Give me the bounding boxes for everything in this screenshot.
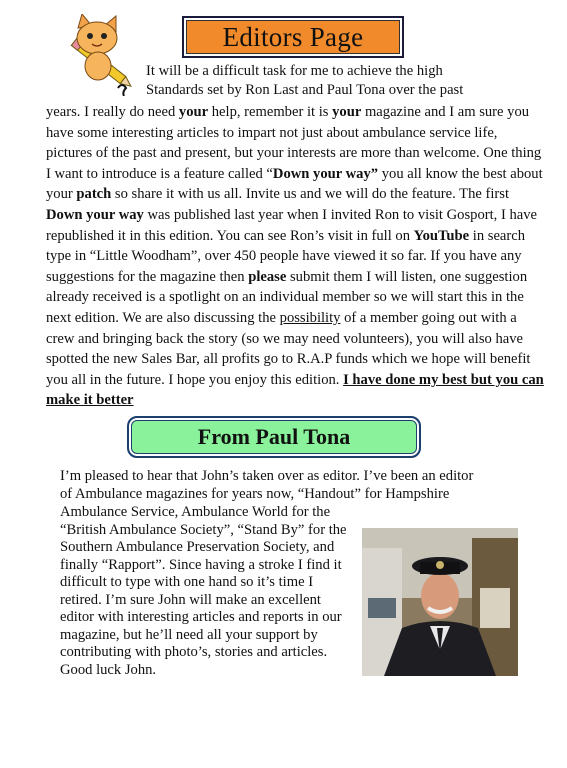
article-text: in search type in “Little Woodham”, over 450 people have viewed it so far. If you have any suggestions for the magazine then	[46, 227, 526, 285]
article-bold-text: please	[248, 268, 287, 285]
article-text: help, remember it is	[208, 104, 333, 120]
closing-statement: I have done my best but you can make it better	[46, 371, 544, 409]
paul-line-2: of Ambulance magazines for years now, “Handout” for Hampshire	[60, 485, 450, 502]
article-text: you all know the best about your	[46, 165, 543, 203]
section-title-box	[127, 416, 421, 458]
intro-text	[146, 62, 536, 100]
intro-line-1: It will be a difficult task for me to achieve the high	[146, 63, 443, 79]
cat-with-pencil-icon	[60, 14, 140, 96]
article-bold-text: your	[178, 104, 209, 120]
paul-intro-lines	[60, 468, 530, 503]
article-bold-text: YouTube	[413, 227, 470, 244]
article-bold-text: Down your way”	[272, 165, 379, 182]
portrait-photo	[362, 528, 518, 676]
editor-article-body	[46, 102, 546, 411]
paul-line-1: I’m pleased to hear that John’s taken over as editor. I’ve been an editor	[60, 468, 474, 484]
article-text: of a member going out with a crew and bringing back the story (so we may need volunteers), you will also have spotted the new Sales Bar, all profits go to R.A.P funds which we hope will benefit you all in the future. I hope you enjoy this edition.	[46, 309, 531, 388]
article-text: years. I really do need	[46, 104, 179, 120]
article-text: submit them I will listen, one suggestion already received is a spotlight on an individual member so we will start this in the next edition. We are also discussing the	[46, 268, 528, 326]
article-text: was published last year when I invited Ron to visit Gosport, I have republished it in this edition. You can see Ron’s visit in full on	[46, 206, 538, 244]
article-text: so share it with us all. Invite us and we will do the feature. The first	[111, 186, 510, 203]
intro-line-2: Standards set by Ron Last and Paul Tona over the past	[146, 82, 464, 98]
article-bold-text: patch	[76, 186, 112, 203]
article-bold-text: Down your way	[46, 206, 144, 223]
section-title: From Paul Tona	[197, 424, 351, 449]
page-title-box	[182, 16, 404, 58]
page-title: Editors Page	[222, 21, 364, 52]
article-text: magazine and I am sure you have some interesting articles to impart not just about ambulance service life, pictures of the past and present, but your interests are more than welcome. One thing I want to introduce is a feature called “	[46, 104, 542, 182]
article-underlined-text: possibility	[279, 309, 341, 326]
paul-article-body: Ambulance Service, Ambulance World for the “British Ambulance Society”, “Stand By” for the Southern Ambulance Preservation Society, and finally “Rapport”. Since having a stroke I find it difficult to type with one hand so it’s time I retired. I’m sure John will make an excellent editor with interesting articles and reports in our magazine, but he’ll need all your support by contributing with photo’s, stories and articles. Good luck John.	[60, 504, 347, 678]
article-bold-text: your	[332, 104, 362, 120]
